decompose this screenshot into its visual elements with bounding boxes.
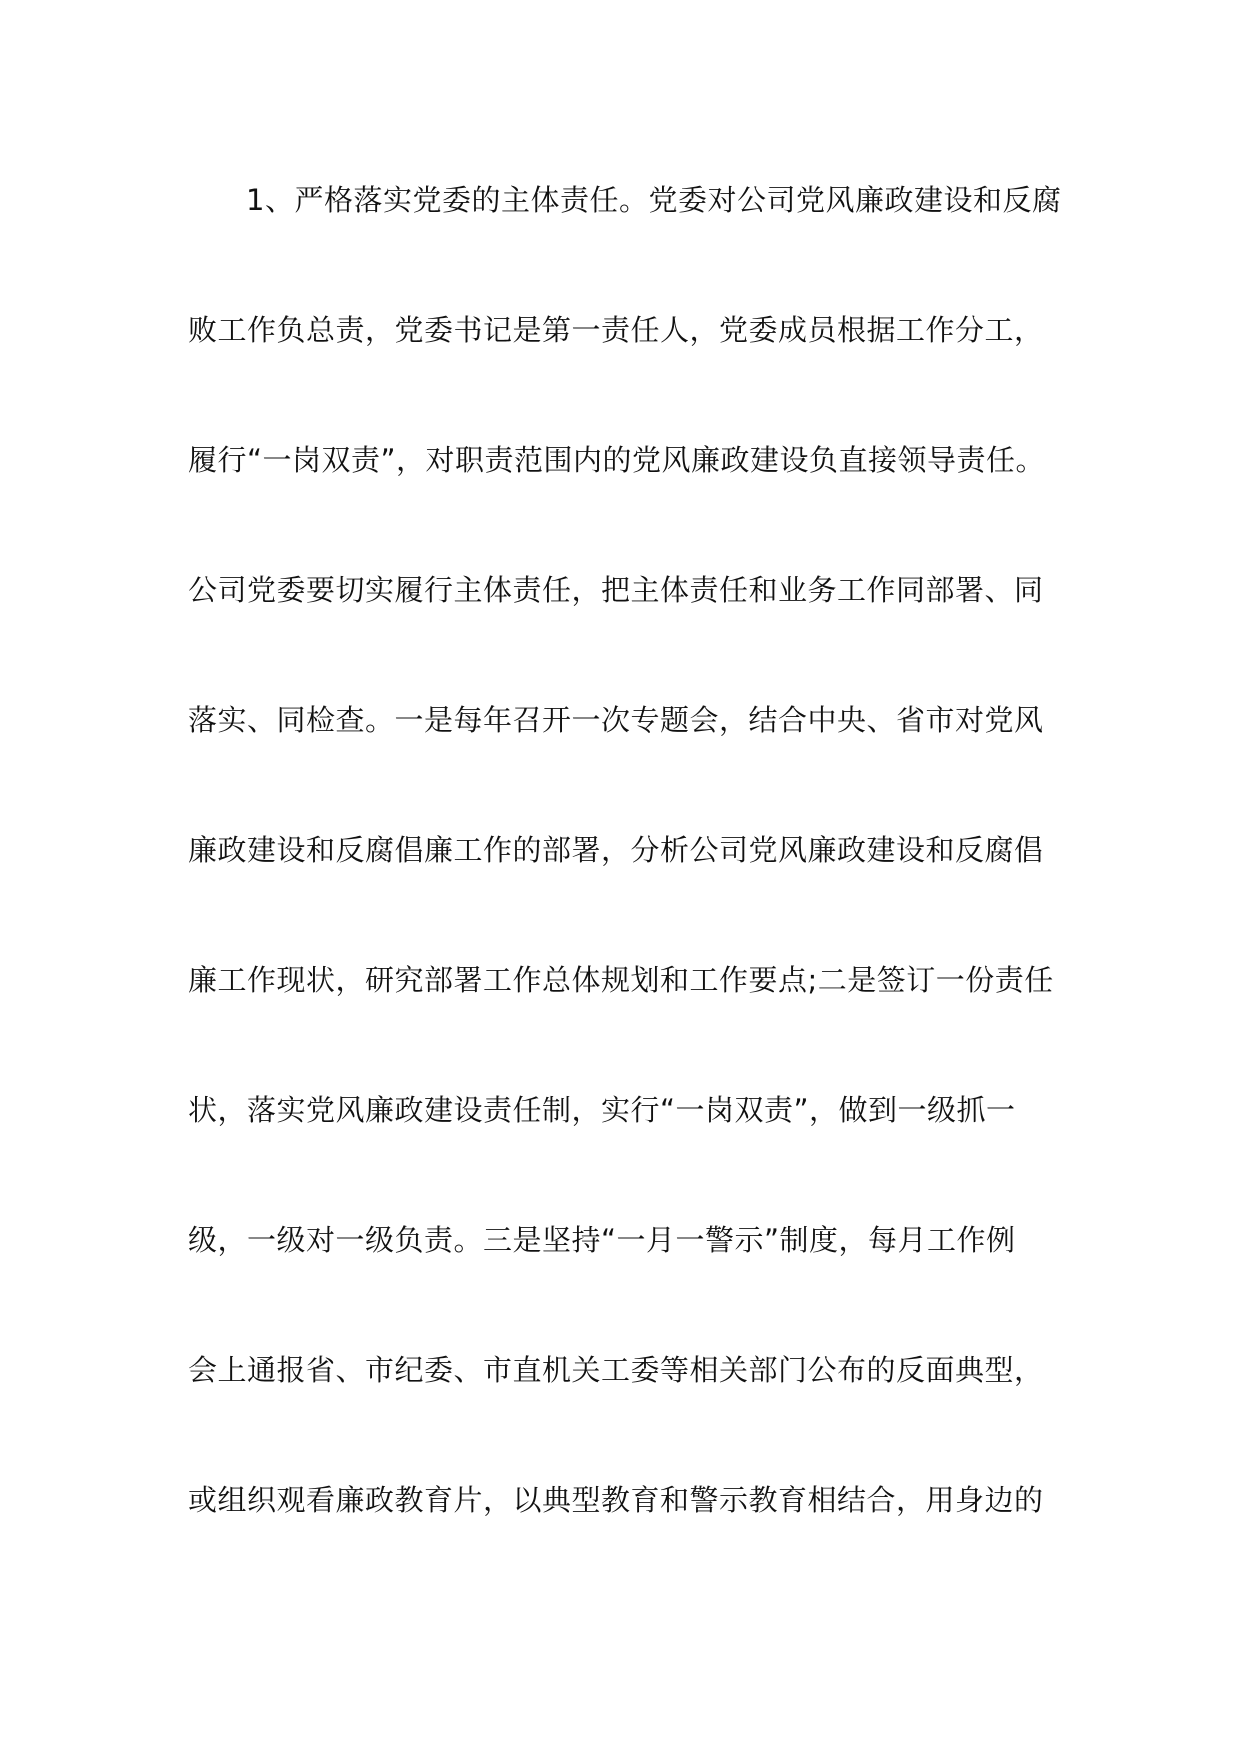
text-line-2: 败工作负总责，党委书记是第一责任人，党委成员根据工作分工， <box>188 313 1044 347</box>
text-line-5: 落实、同检查。一是每年召开一次专题会，结合中央、省市对党风 <box>188 703 1044 737</box>
text-line-1: 1、严格落实党委的主体责任。党委对公司党风廉政建设和反腐 <box>246 183 1062 217</box>
text-line-10: 会上通报省、市纪委、市直机关工委等相关部门公布的反面典型， <box>188 1353 1044 1387</box>
text-line-4: 公司党委要切实履行主体责任，把主体责任和业务工作同部署、同 <box>188 573 1044 607</box>
text-line-9: 级，一级对一级负责。三是坚持“一月一警示”制度，每月工作例 <box>188 1223 1016 1257</box>
text-line-8: 状，落实党风廉政建设责任制，实行“一岗双责”，做到一级抓一 <box>188 1093 1016 1127</box>
text-line-7: 廉工作现状，研究部署工作总体规划和工作要点;二是签订一份责任 <box>188 963 1054 997</box>
text-line-11: 或组织观看廉政教育片，以典型教育和警示教育相结合，用身边的 <box>188 1483 1044 1517</box>
body-paragraph <box>188 170 1068 1600</box>
text-line-6: 廉政建设和反腐倡廉工作的部署，分析公司党风廉政建设和反腐倡 <box>188 833 1044 867</box>
text-line-3: 履行“一岗双责”，对职责范围内的党风廉政建设负直接领导责任。 <box>188 443 1046 477</box>
